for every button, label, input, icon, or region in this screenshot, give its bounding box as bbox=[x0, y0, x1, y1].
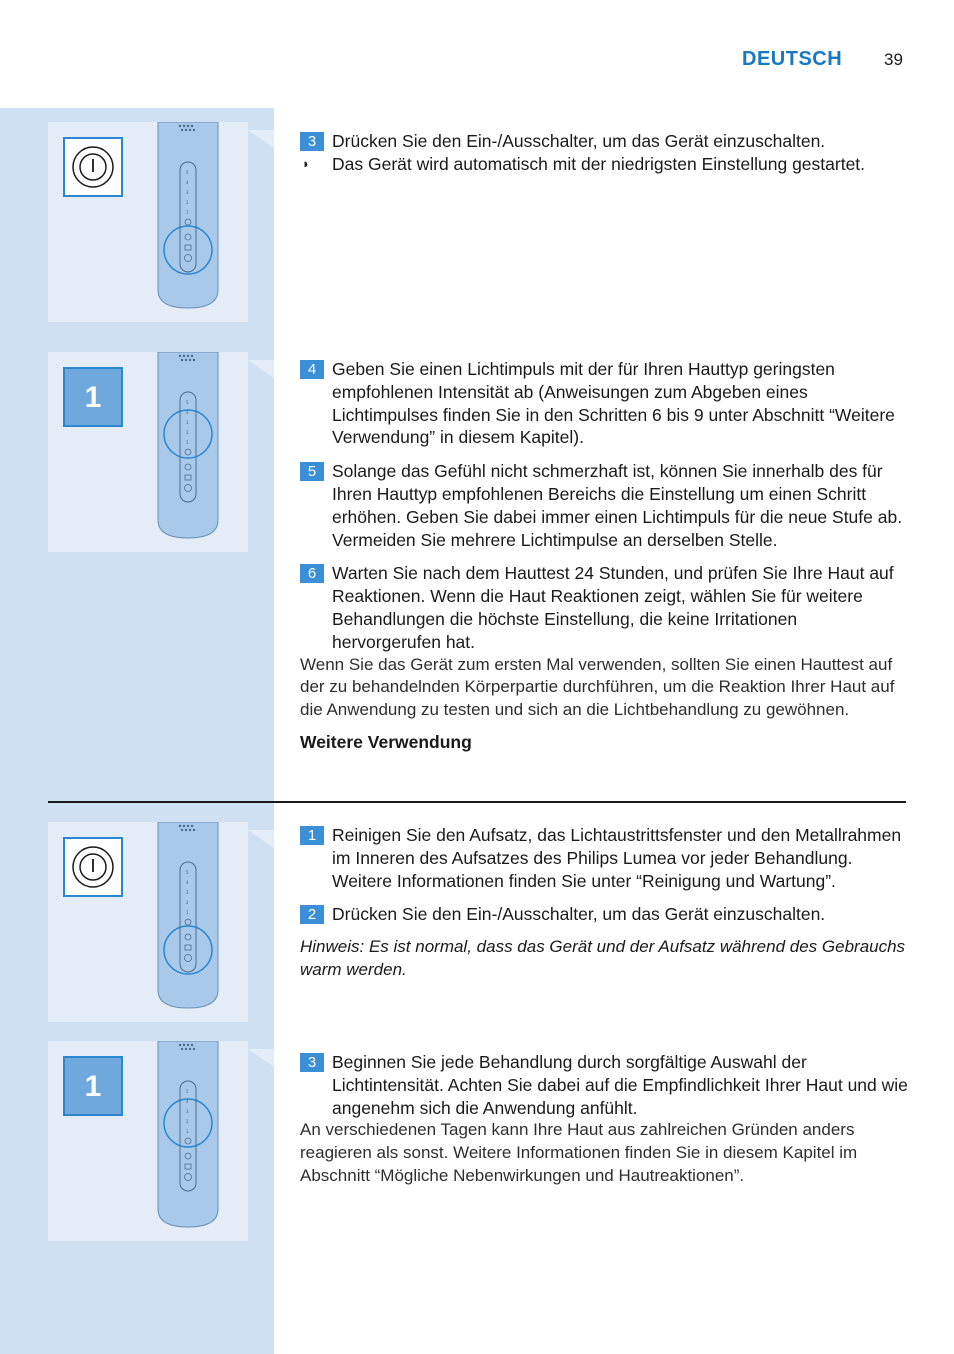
instruction-block-3 bbox=[300, 824, 910, 982]
svg-text:3: 3 bbox=[186, 1109, 189, 1114]
instruction-block-1 bbox=[300, 130, 910, 176]
instruction-block-4 bbox=[300, 1051, 910, 1188]
step-3-select-intensity bbox=[300, 1051, 910, 1119]
device-handle-illustration bbox=[148, 822, 228, 1022]
svg-text:1: 1 bbox=[186, 210, 189, 215]
device-handle-illustration bbox=[148, 122, 228, 322]
step-text: Drücken Sie den Ein-/Ausschalter, um das Gerät einzuschalten. bbox=[332, 904, 826, 925]
svg-text:1: 1 bbox=[186, 1129, 189, 1134]
svg-text:1: 1 bbox=[186, 440, 189, 445]
svg-text:3: 3 bbox=[186, 420, 189, 425]
device-handle-illustration bbox=[148, 352, 228, 552]
number-badge-icon bbox=[63, 1056, 123, 1116]
page-number: 39 bbox=[884, 50, 903, 69]
section-divider bbox=[48, 801, 906, 803]
step-4-test-pulse bbox=[300, 358, 910, 449]
svg-text:4: 4 bbox=[186, 410, 189, 415]
svg-text:1: 1 bbox=[84, 381, 102, 414]
skin-test-paragraph: Wenn Sie das Gerät zum ersten Mal verwenden, sollten Sie einen Hauttest auf der zu behandelnden Körperpartie durchführen, um die Reaktion Ihrer Haut auf die Anwendung zu testen und sich an die Lichtbehandlung zu gewöhnen. bbox=[300, 654, 895, 720]
svg-text:5: 5 bbox=[186, 400, 189, 405]
step-5-increase-level bbox=[300, 460, 910, 551]
illustration-panel-level-2 bbox=[48, 1041, 248, 1241]
language-heading: DEUTSCH bbox=[742, 48, 843, 70]
section-title: Weitere Verwendung bbox=[300, 731, 472, 752]
panel-pointer bbox=[248, 360, 274, 378]
svg-text:4: 4 bbox=[186, 880, 189, 885]
bullet-icon: ◗ bbox=[302, 155, 310, 171]
step-number: 3 bbox=[300, 1053, 324, 1072]
svg-text:2: 2 bbox=[186, 900, 189, 905]
power-icon bbox=[63, 837, 123, 897]
step-number: 4 bbox=[300, 360, 324, 379]
note-warm-device: Hinweis: Es ist normal, dass das Gerät und der Aufsatz während des Gebrauchs warm werden. bbox=[300, 937, 906, 979]
step-text: Geben Sie einen Lichtimpuls mit der für Ihren Hauttyp geringsten empfohlenen Intensität ab (Anweisungen zum Abgeben eines Lichtimpulses finden Sie in den Schritten 6 bis 9 unter Abschnitt “Weitere Verwendung” in diesem Kapitel). bbox=[332, 359, 895, 448]
step-text: Drücken Sie den Ein-/Ausschalter, um das Gerät einzuschalten. bbox=[332, 131, 826, 151]
svg-text:1: 1 bbox=[186, 910, 189, 915]
svg-text:2: 2 bbox=[186, 1119, 189, 1124]
svg-text:4: 4 bbox=[186, 180, 189, 185]
illustration-panel-power-2 bbox=[48, 822, 248, 1022]
step-text: Solange das Gefühl nicht schmerzhaft ist, können Sie innerhalb des für Ihren Hauttyp empfohlenen Bereichs die Einstellung um einen Schritt erhöhen. Geben Sie dabei immer einen Lichtimpuls für die neue Stufe ab. Vermeiden Sie mehrere Lichtimpulse an derselben Stelle. bbox=[332, 461, 903, 550]
svg-text:4: 4 bbox=[186, 1099, 189, 1104]
result-bullet bbox=[300, 153, 910, 176]
step-number: 6 bbox=[300, 564, 324, 583]
panel-pointer bbox=[248, 130, 274, 148]
panel-pointer bbox=[248, 1049, 274, 1067]
step-text: Reinigen Sie den Aufsatz, das Lichtaustrittsfenster und den Metallrahmen im Inneren des Aufsatzes des Philips Lumea vor jeder Behandlung. Weitere Informationen finden Sie unter “Reinigung und Wartung”. bbox=[332, 825, 902, 891]
step-2-power-on bbox=[300, 903, 910, 926]
step-1-clean bbox=[300, 824, 910, 892]
svg-text:1: 1 bbox=[84, 1070, 102, 1103]
svg-text:5: 5 bbox=[186, 170, 189, 175]
instruction-block-2 bbox=[300, 358, 910, 754]
bullet-text: Das Gerät wird automatisch mit der niedrigsten Einstellung gestartet. bbox=[332, 153, 866, 174]
step-number: 3 bbox=[300, 132, 324, 151]
svg-text:5: 5 bbox=[186, 870, 189, 875]
svg-text:3: 3 bbox=[186, 190, 189, 195]
step-number: 2 bbox=[300, 905, 324, 924]
svg-text:2: 2 bbox=[186, 430, 189, 435]
step-3-power-on bbox=[300, 130, 910, 153]
skin-variation-paragraph: An verschiedenen Tagen kann Ihre Haut aus zahlreichen Gründen anders reagieren als sonst. Weitere Informationen finden Sie in diesem Kapitel im Abschnitt “Mögliche Nebenwirkungen und Hautreaktionen”. bbox=[300, 1120, 858, 1185]
svg-text:3: 3 bbox=[186, 890, 189, 895]
step-number: 1 bbox=[300, 826, 324, 845]
power-icon bbox=[63, 137, 123, 197]
device-handle-illustration bbox=[148, 1041, 228, 1241]
panel-pointer bbox=[248, 830, 274, 848]
step-6-wait-24h bbox=[300, 562, 910, 653]
step-text: Warten Sie nach dem Hauttest 24 Stunden, und prüfen Sie Ihre Haut auf Reaktionen. Wenn die Haut Reaktionen zeigt, wählen Sie für weitere Behandlungen die höchste Einstellung, die keine Irritationen hervorgerufen hat. bbox=[332, 563, 894, 652]
number-badge-icon bbox=[63, 367, 123, 427]
svg-text:5: 5 bbox=[186, 1089, 189, 1094]
svg-text:2: 2 bbox=[186, 200, 189, 205]
illustration-panel-power-1 bbox=[48, 122, 248, 322]
step-number: 5 bbox=[300, 462, 324, 481]
illustration-panel-level-1 bbox=[48, 352, 248, 552]
step-text: Beginnen Sie jede Behandlung durch sorgfältige Auswahl der Lichtintensität. Achten Sie dabei auf die Empfindlichkeit Ihrer Haut und wie angenehm sich die Anwendung anfühlt. bbox=[332, 1052, 908, 1118]
